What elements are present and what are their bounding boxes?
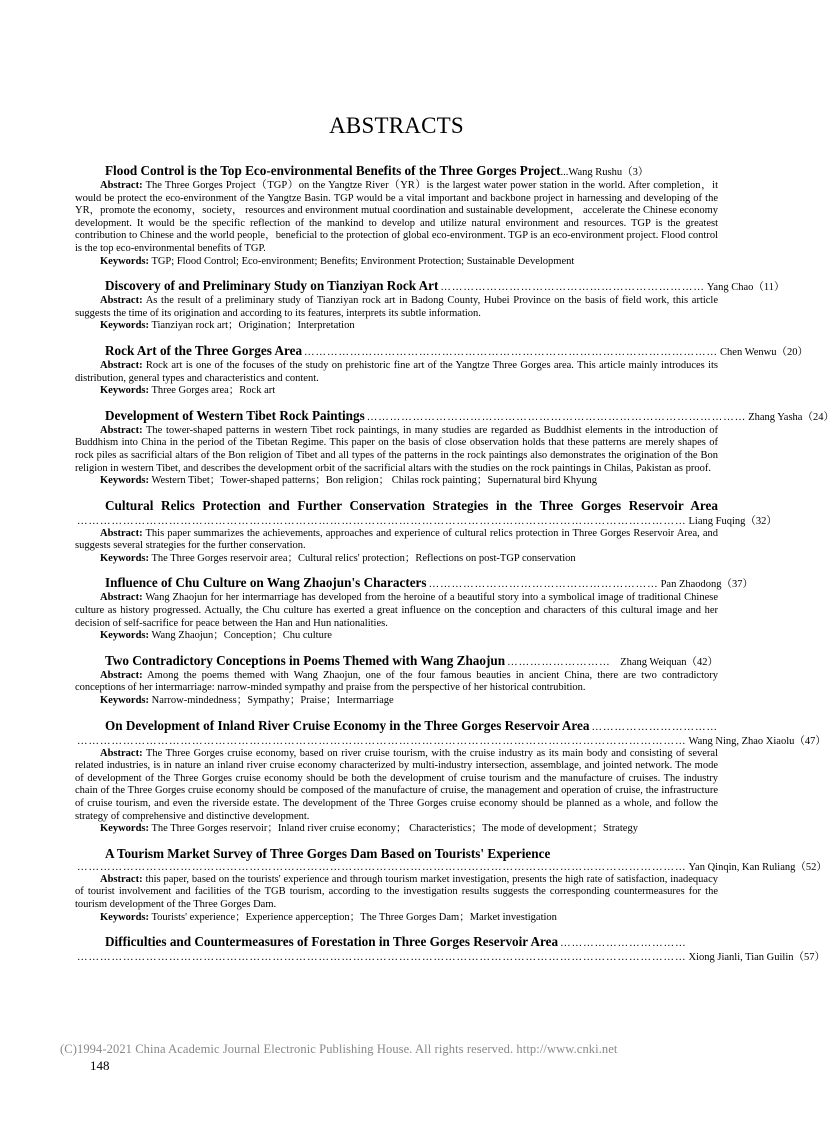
dot-leader: ……………………………………………………………………………………………… xyxy=(304,346,719,358)
entry-title: Cultural Relics Protection and Further Conservation Strategies in the Three Gorges Reservoir Area xyxy=(105,497,718,513)
entry-byline: Yang Chao（11） xyxy=(706,282,785,294)
entry-byline: Yan Qinqin, Kan Ruliang（52） xyxy=(688,861,827,873)
page-number: 148 xyxy=(90,1058,110,1073)
dot-leader: ……………………… xyxy=(507,656,611,668)
entry-title: Flood Control is the Top Eco-environmental Benefits of the Three Gorges Project xyxy=(105,163,561,178)
entry-title: Development of Western Tibet Rock Paintings xyxy=(105,407,365,423)
entry-keywords: Keywords: The Three Gorges reservoir；Inland river cruise economy； Characteristics；The mode of development；Strategy xyxy=(100,823,638,835)
entry-keywords: Keywords: Western Tibet；Tower-shaped patterns；Bon religion； Chilas rock painting；Supernatural bird Khyung xyxy=(100,475,597,487)
abstract-list xyxy=(75,163,834,974)
entry-title: Discovery of and Preliminary Study on Tianziyan Rock Art xyxy=(105,278,439,294)
abstract-entry xyxy=(75,717,826,836)
dot-leader: …………………………… xyxy=(560,938,687,950)
entry-title: A Tourism Market Survey of Three Gorges Dam Based on Tourists' Experience xyxy=(105,845,551,861)
dot-leader: …………………………………………………………………………………………………………………………………………… xyxy=(77,735,687,747)
abstract-entry xyxy=(75,845,827,924)
dot-leader: …………………………………………………………………………………………………………………………………………… xyxy=(77,861,687,873)
dot-leader: …………………………………………………… xyxy=(428,579,659,591)
abstract-entry xyxy=(75,934,826,964)
dot-leader: ……………………………………………………………………………………… xyxy=(366,411,747,423)
abstract-entry xyxy=(75,342,808,398)
entry-byline: Chen Wenwu（20） xyxy=(720,346,808,358)
entry-keywords: Keywords: The Three Gorges reservoir area；Cultural relics' protection；Reflections on post-TGP conservation xyxy=(100,552,576,564)
entry-abstract: Abstract: The Three Gorges cruise economy, based on river cruise tourism, with the cruise industry as its main body and consisting of several related industries, is in nature an inland river cruise economy characterized by multi-industry intersection, assemblage, and jointed network. The mode of development of the Three Gorges cruise economy should be both the development of cruise tourism and the manufacture of cruises. The industry chain of the Three Gorges cruise economy should be composed of the manufacture of cruise, the management and operation of cruise, the infrastructure of cruise tourism, and even the riverside estate. The development of the Three Gorges cruise economy should be planned as a whole, and follow the strategy of comprehensive and distinctive development. xyxy=(75,747,718,822)
entry-title: Influence of Chu Culture on Wang Zhaojun's Characters xyxy=(105,575,427,591)
dot-leader: …………………………………………………………………………………………………………………………………………… xyxy=(77,952,687,964)
entry-byline: Zhang Yasha（24） xyxy=(748,411,834,423)
abstract-entry xyxy=(75,278,785,333)
entry-abstract: Abstract: The Three Gorges Project（TGP）on the Yangtze River（YR）is the largest water power station in the world. After completion，it would be protect the eco-environment of the Yangtze Basin. TGP would be a vital important and backbone project in harnessing and developing of the YR，promote the economy，society， resources and environment mutual coordination and sustainable development， accelerate the Chinese economy development. It would be the specific reflection of the mankind to develop and utilize natural environment and resources. TGP is the greatest contribution to Chinese and the world people，beneficial to the protection of global eco-environment. TGP is an eco-environment project. Flood control is the top eco-environmental benefits of TGP. xyxy=(75,180,719,254)
abstract-entry xyxy=(75,497,777,566)
page-heading: ABSTRACTS xyxy=(329,113,464,138)
entry-title: Difficulties and Countermeasures of Forestation in Three Gorges Reservoir Area xyxy=(105,934,559,950)
entry-title: Two Contradictory Conceptions in Poems Themed with Wang Zhaojun xyxy=(105,652,506,668)
dot-leader: …………………………… xyxy=(591,721,718,733)
entry-byline: Zhang Weiquan（42） xyxy=(620,656,718,668)
entry-byline: Wang Ning, Zhao Xiaolu（47） xyxy=(688,735,826,747)
copyright-footer: (C)1994-2021 China Academic Journal Electronic Publishing House. All rights reserved. http://www.cnki.net xyxy=(60,1042,618,1056)
dot-leader: …………………………………………………………… xyxy=(440,282,705,294)
entry-abstract: Abstract: The tower-shaped patterns in western Tibet rock paintings, in many studies are regarded as Buddhist elements in the introduction of Buddhism into China in the period of the Tibetan Regime. This paper on the basis of close observation holds that these patterns are merely shapes of rock piles as sacrificial altars of the Bon religion of Tibet and all types of the patterns in the rock paintings also demonstrates the origination of the Bon religion in western Tibet, and describes the development orbit of the sacrificial altars with the studies on the rock paintings in Chilas, Pakistan as proof. xyxy=(75,424,719,474)
entry-keywords: Keywords: Tianziyan rock art；Origination；Interpretation xyxy=(100,320,355,332)
entry-abstract: Abstract: Among the poems themed with Wang Zhaojun, one of the four famous beauties in ancient China, there are two contradictory conceptions of her intermarriage: narrow-minded sympathy and praise from the perspective of her historical contrubition. xyxy=(75,669,718,694)
entry-keywords: Keywords: Tourists' experience；Experience apperception；The Three Gorges Dam；Market investigation xyxy=(100,911,557,923)
entry-byline: Xiong Jianli, Tian Guilin（57） xyxy=(688,952,826,964)
abstract-entry xyxy=(75,163,718,268)
entry-byline: Pan Zhaodong（37） xyxy=(660,579,754,591)
entry-abstract: Abstract: Wang Zhaojun for her intermarriage has developed from the heroine of a beautiful story into a symbolical image of traditional Chinese culture as history progressed. Actually, the Chu culture has exerted a great influence on the conception and characters of this cultural image and her decision of self-sacrifice for peace between the Han and Hun nationalities. xyxy=(75,592,718,629)
abstract-entry xyxy=(75,407,834,488)
entry-abstract: Abstract: This paper summarizes the achievements, approaches and experience of cultural relics protection in Three Gorges Reservoir Area, and suggests several strategies for the further conservation. xyxy=(75,527,718,552)
entry-keywords: Keywords: Wang Zhaojun；Conception；Chu culture xyxy=(100,630,332,642)
entry-byline: ...Wang Rushu（3） xyxy=(560,167,649,178)
entry-abstract: Abstract: Rock art is one of the focuses of the study on prehistoric fine art of the Yangtze Three Gorges area. This article mainly introduces its distribution, general types and characteristics and content. xyxy=(75,359,718,384)
abstract-entry xyxy=(75,653,718,708)
entry-abstract: Abstract: As the result of a preliminary study of Tianziyan rock art in Badong County, Hubei Province on the basis of field work, this article suggests the time of its origination and according to its features, interprets its subtle information. xyxy=(75,295,719,319)
entry-title: Rock Art of the Three Gorges Area xyxy=(105,342,303,358)
dot-leader: …………………………………………………………………………………………………………………………………………… xyxy=(77,515,687,527)
entry-abstract: Abstract: this paper, based on the tourists' experience and through tourism market investigation, presents the high rate of satisfaction, inadequacy of tourist involvement and facilities of the TGB tourism, according to the investigation results suggests the corresponding countermeasures for the tourism development of the Three Gorges Dam. xyxy=(75,873,719,910)
entry-keywords: Keywords: Three Gorges area；Rock art xyxy=(100,385,276,397)
abstract-entry xyxy=(75,575,754,642)
entry-byline: Liang Fuqing（32） xyxy=(688,515,777,527)
entry-keywords: Keywords: TGP; Flood Control; Eco-environment; Benefits; Environment Protection; Sustainable Development xyxy=(100,255,575,267)
entry-title: On Development of Inland River Cruise Economy in the Three Gorges Reservoir Area xyxy=(105,717,590,733)
abstracts-page xyxy=(75,0,834,1123)
entry-keywords: Keywords: Narrow-mindedness；Sympathy；Praise；Intermarriage xyxy=(100,695,394,707)
